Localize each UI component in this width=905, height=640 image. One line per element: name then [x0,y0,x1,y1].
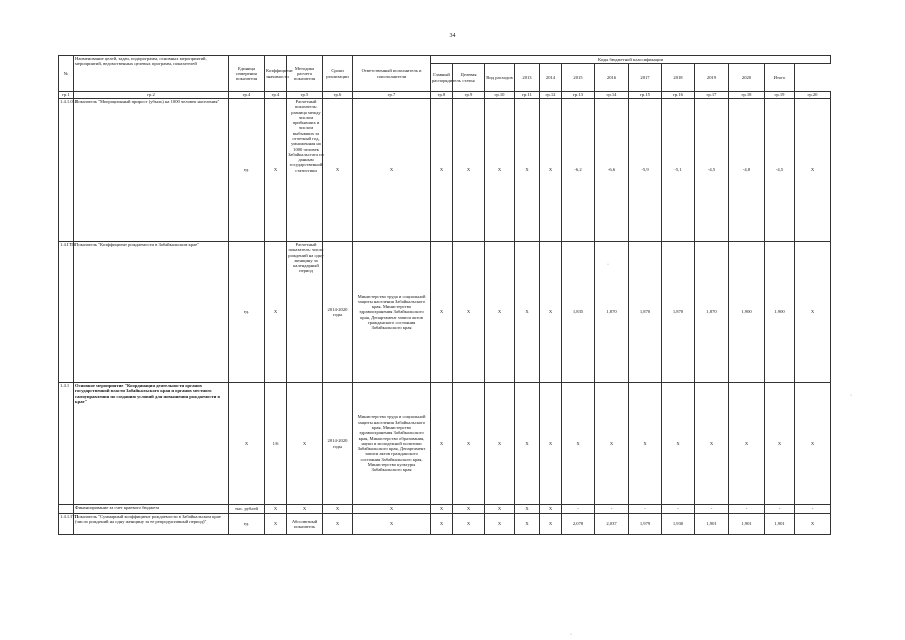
colnum: гр.15 [629,92,662,99]
row-code: X [515,505,540,514]
row-name: Финансирование за счет краевого бюджета [74,505,229,514]
row-unit: ед. [229,242,265,383]
row-value: 1,930 [662,514,695,535]
header-year: 2014 [540,64,562,92]
header-year: 2020 [729,64,765,92]
row-value: -5,1 [662,99,695,242]
table-row [59,242,831,383]
row-value: -6,6 [595,99,629,242]
row-value: - [662,505,695,514]
colnum: гр.20 [795,92,831,99]
colnum: гр.12 [540,92,562,99]
colnum: гр.1 [59,92,74,99]
row-value: - [595,505,629,514]
row-num: 1.4.ГП3 [59,242,74,383]
row-name: Показатель "Коэффициент рождаемости в Забайкальском крае" [74,242,229,383]
row-terms: X [323,505,353,514]
row-method: Расчетный показатель: число рождений на одну женщину за календарный период [287,242,323,383]
row-code: X [515,383,540,505]
row-value: -4,8 [729,99,765,242]
row-responsible: Министерство труда и социальной защиты населения Забайкальского края, Министерство здравоохранения Забайкальского края, Министерство образования, науки и молодежной политики Забайкальского края, Департамент записи актов гражданского состояния Забайкальского края, Министерство культуры Забайкальского края [353,383,431,505]
colnum: гр.8 [431,92,453,99]
row-value: 2,078 [562,514,595,535]
row-unit: ед. [229,514,265,535]
row-coef: X [265,514,287,535]
row-unit: ед. [229,99,265,242]
header-target: Целевая статья [453,64,485,92]
row-value: X [795,242,831,383]
header-coef: Коэффициент значимости [265,56,287,92]
colnum: гр.2 [74,92,229,99]
header-grbs: Главный распорядитель [431,64,453,92]
header-year: 2017 [629,64,662,92]
colnum: гр.14 [595,92,629,99]
header-responsible: Ответственный исполнитель и соисполнители [353,56,431,92]
row-code: X [540,383,562,505]
row-code: X [453,99,485,242]
row-value: X [595,383,629,505]
header-total: Итого [765,64,795,92]
row-value: 1,870 [662,242,695,383]
row-coef: 1/6 [265,383,287,505]
row-terms: 2014-2020 годы [323,242,353,383]
row-responsible: Министерство труда и социальной защиты населения Забайкальского края, Министерство здравоохранения Забайкальского края, Департамент записи актов гражданского состояния Забайкальского края [353,242,431,383]
table-row [59,514,831,535]
row-value: - [765,505,795,514]
header-year: 2013 [515,64,540,92]
row-coef: X [265,99,287,242]
row-code: X [453,505,485,514]
colnum: гр.18 [729,92,765,99]
row-method: X [287,505,323,514]
row-value: X [629,383,662,505]
row-code: X [540,242,562,383]
header-num: № [59,56,74,92]
colnum: гр.11 [515,92,540,99]
colnum: гр.16 [662,92,695,99]
row-method: Расчетный показатель: разница между числом прибывших и числом выбывших за отчетный год, умноженная на 1000 человек Забайкальстата по данным государственной статистики [287,99,323,242]
row-code: X [453,242,485,383]
header-name: Наименование целей, задач, подпрограмм, основных мероприятий, мероприятий, ведомственных целевых программ, показателей [74,56,229,92]
header-year: 2015 [562,64,595,92]
row-code: X [485,514,515,535]
row-value: 2,037 [595,514,629,535]
row-code: X [431,514,453,535]
row-code: X [515,99,540,242]
row-name: Основное мероприятие "Координация деятельности органов государственной власти Забайкальского края и органов местного самоуправления по созданию условий для повышения рождаемости в крае" [74,383,229,505]
row-value: - [629,505,662,514]
row-coef: X [265,242,287,383]
row-value: - [795,505,831,514]
row-responsible: X [353,514,431,535]
colnum: гр.5 [287,92,323,99]
row-code: X [431,242,453,383]
row-num: 1.4.1.013 [59,99,74,242]
row-value: X [795,514,831,535]
row-value: 1,901 [729,514,765,535]
row-method: Абсолютный показатель [287,514,323,535]
row-value: 1,835 [562,242,595,383]
row-value: - [729,505,765,514]
row-code: X [431,505,453,514]
row-value: 1,870 [629,242,662,383]
row-value: X [662,383,695,505]
row-value: X [729,383,765,505]
row-value: 1,901 [695,514,729,535]
row-terms: 2014-2020 годы [323,383,353,505]
row-value: -4,5 [695,99,729,242]
row-value: - [562,505,595,514]
row-value: -4,5 [765,99,795,242]
row-code: X [485,505,515,514]
row-coef: X [265,505,287,514]
row-unit: X [229,383,265,505]
row-value: 1,979 [629,514,662,535]
row-value: X [795,99,831,242]
row-value: 1,901 [765,514,795,535]
colnum: гр.6 [323,92,353,99]
colnum: гр.13 [562,92,595,99]
row-value: X [765,383,795,505]
row-code: X [485,383,515,505]
colnum: гр.9 [453,92,485,99]
row-value: 1,870 [595,242,629,383]
header-type: Вид расходов [485,64,515,92]
row-code: X [540,514,562,535]
row-num [59,505,74,514]
row-terms: X [323,99,353,242]
row-value: - [695,505,729,514]
scan-speck: · [607,262,609,268]
row-code: X [453,383,485,505]
row-value: -5,9 [629,99,662,242]
colnum: гр.19 [765,92,795,99]
row-code: X [540,99,562,242]
colnum: гр.17 [695,92,729,99]
column-numbers-row [59,92,831,99]
header-terms: Сроки реализации [323,56,353,92]
row-value: X [562,383,595,505]
header-unit: Единица измерения показателя [229,56,265,92]
scan-speck: · [570,632,572,638]
colnum: гр.7 [353,92,431,99]
header-year: 2018 [662,64,695,92]
row-name: Показатель "Суммарный коэффициент рождаемости в Забайкальском крае (число рождений на одну женщину за ее репродуктивный период)" [74,514,229,535]
row-value: X [695,383,729,505]
row-code: X [515,514,540,535]
row-name: Показатель "Миграционный прирост (убыль) на 1000 человек населения" [74,99,229,242]
colnum: гр.10 [485,92,515,99]
row-code: X [485,242,515,383]
header-method: Методика расчета показателя [287,56,323,92]
indicators-table [58,55,831,535]
row-terms: X [323,514,353,535]
scan-speck: · [850,393,852,399]
table-row [59,505,831,514]
row-code: X [515,242,540,383]
colnum: гр.4 [229,92,265,99]
row-code: X [453,514,485,535]
header-year: 2016 [595,64,629,92]
row-num: 1.4.1 [59,383,74,505]
row-num: 1.4.1.ГП1 [59,514,74,535]
row-responsible: X [353,505,431,514]
colnum: гр.4 [265,92,287,99]
table-row [59,383,831,505]
row-code: X [485,99,515,242]
row-value: 1,900 [765,242,795,383]
row-value: 1,900 [729,242,765,383]
row-method: X [287,383,323,505]
row-value: 1,870 [695,242,729,383]
row-unit: тыс. рублей [229,505,265,514]
row-responsible: X [353,99,431,242]
row-value: -6,2 [562,99,595,242]
header-year: 2019 [695,64,729,92]
header-funding-group: Коды бюджетной классификации [431,56,831,64]
row-code: X [540,505,562,514]
row-code: X [431,383,453,505]
row-value: X [795,383,831,505]
page-number: 34 [449,33,456,39]
row-code: X [431,99,453,242]
table-row [59,99,831,242]
